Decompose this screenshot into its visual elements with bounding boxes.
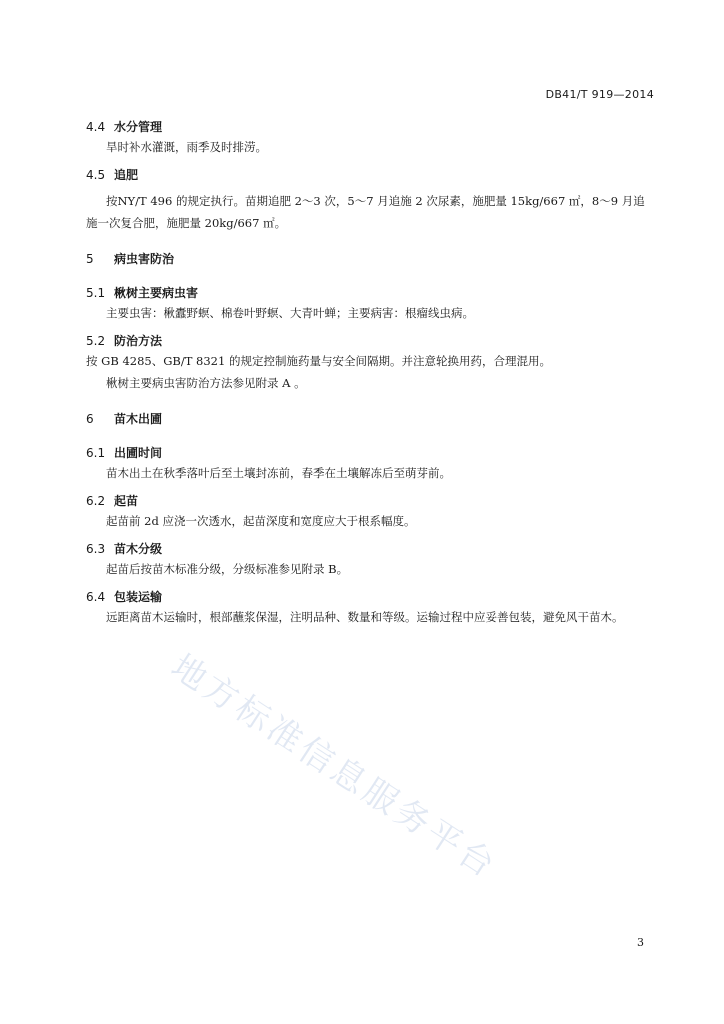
paragraph: 主要虫害：楸蠹野螟、棉卷叶野螟、大青叶蝉；主要病害：根瘤线虫病。 [106, 306, 474, 320]
section-title: 起苗 [114, 494, 139, 508]
paragraph: 起苗后按苗木标准分级，分级标准参见附录 B。 [106, 562, 349, 576]
section-number: 5 [86, 252, 94, 266]
section-heading-5 [86, 250, 656, 268]
section-number: 4.4 [86, 120, 106, 134]
section-title: 水分管理 [114, 120, 163, 134]
paragraph: 楸树主要病虫害防治方法参见附录 A 。 [106, 376, 306, 390]
section-title: 楸树主要病虫害 [114, 286, 199, 300]
document-body [86, 118, 656, 628]
section-number: 6.2 [86, 494, 106, 508]
section-heading-4-5 [86, 166, 656, 184]
section-heading-6 [86, 410, 656, 428]
section-number: 6.3 [86, 542, 106, 556]
paragraph: 按 GB 4285、GB/T 8321 的规定控制施药量与安全间隔期。并注意轮换用药，合理混用。 [86, 354, 551, 368]
section-heading-6-4 [86, 588, 656, 606]
section-title: 追肥 [114, 168, 139, 182]
page-number: 3 [637, 936, 644, 949]
section-number: 5.2 [86, 334, 106, 348]
section-title: 病虫害防治 [114, 252, 175, 266]
section-heading-6-2 [86, 492, 656, 510]
section-number: 6.4 [86, 590, 106, 604]
paragraph: 旱时补水灌溉，雨季及时排涝。 [106, 140, 267, 154]
watermark: 地方标准信息服务平台 [163, 646, 505, 888]
section-title: 苗木出圃 [114, 412, 163, 426]
paragraph: 远距离苗木运输时，根部蘸浆保湿，注明品种、数量和等级。运输过程中应妥善包装，避免风干苗木。 [106, 610, 624, 624]
paragraph: 起苗前 2d 应浇一次透水，起苗深度和宽度应大于根系幅度。 [106, 514, 416, 528]
section-title: 包装运输 [114, 590, 163, 604]
section-heading-6-3 [86, 540, 656, 558]
paragraph: 按NY/T 496 的规定执行。苗期追肥 2～3 次，5～7 月追施 2 次尿素，施肥量 15kg/667 ㎡，8～9 月追施一次复合肥，施肥量 20kg/667 ㎡。 [86, 194, 645, 230]
section-title: 苗木分级 [114, 542, 163, 556]
section-title: 出圃时间 [114, 446, 163, 460]
section-number: 6 [86, 412, 94, 426]
section-heading-5-2 [86, 332, 656, 350]
document-code: DB41/T 919—2014 [545, 88, 654, 101]
section-heading-5-1 [86, 284, 656, 302]
section-number: 5.1 [86, 286, 106, 300]
paragraph: 苗木出土在秋季落叶后至土壤封冻前，春季在土壤解冻后至萌芽前。 [106, 466, 451, 480]
section-number: 6.1 [86, 446, 106, 460]
section-heading-4-4 [86, 118, 656, 136]
section-heading-6-1 [86, 444, 656, 462]
section-number: 4.5 [86, 168, 106, 182]
section-title: 防治方法 [114, 334, 163, 348]
